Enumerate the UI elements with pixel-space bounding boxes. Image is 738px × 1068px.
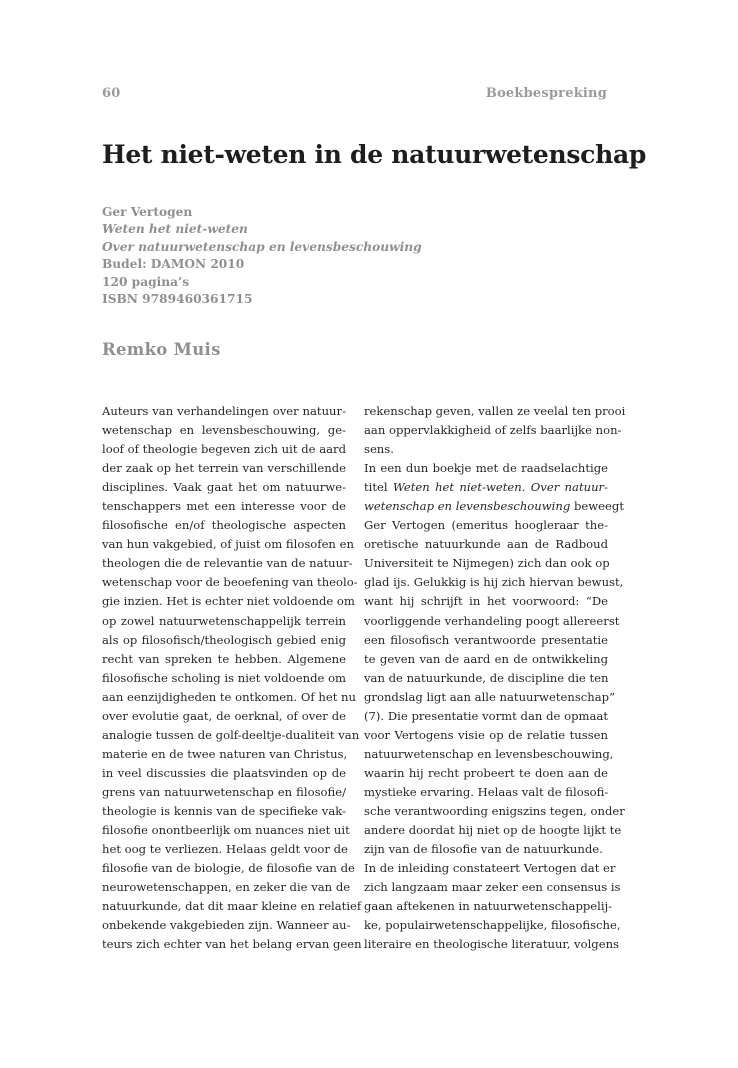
text-line: filosofische scholing is niet voldoende om [102,670,347,685]
text-line: tenschappers met een interesse voor de [102,499,346,514]
right-column [364,402,626,954]
text-line: over evolutie gaat, de oerknal, of over de [102,708,346,723]
text-line: literaire en theologische literatuur, volgens [364,937,619,952]
text-line: mystieke ervaring. Helaas valt de filosofi- [364,784,609,799]
book-author: Ger Vertogen [102,205,193,219]
text-line: zijn van de filosofie van de natuurkunde. [364,842,603,857]
text-line: theologen die de relevantie van de natuur- [102,556,353,571]
text-line: teurs zich echter van het belang ervan geen [102,937,362,952]
book-title: Weten het niet-weten [102,222,248,237]
text-line: te geven van de aard en de ontwikkeling [364,651,608,666]
text-line: filosofie van de biologie, de filosofie van de [102,861,355,876]
text-line: rekenschap geven, vallen ze veelal ten prooi [364,404,626,418]
article-title: Het niet-weten in de natuurwetenschap [102,140,647,169]
text-line: onbekende vakgebieden zijn. Wanneer au- [102,918,351,933]
text-line: disciplines. Vaak gaat het om natuurwe- [102,480,346,495]
book-title-ref: Weten het niet-weten. Over natuur- [392,480,608,495]
text-line: theologie is kennis van de specifieke vak- [102,803,346,818]
text-run: beweegt [570,499,624,514]
text-line: aan eenzijdigheden te ontkomen. Of het nu [102,689,356,704]
text-line: (7). Die presentatie vormt dan de opmaat [364,708,608,723]
text-line: een filosofisch verantwoorde presentatie [364,632,608,647]
text-line [364,497,624,516]
book-subtitle-ref: wetenschap en levensbeschouwing [364,499,571,514]
text-line: natuurkunde, dat dit maar kleine en relatief [102,899,362,914]
text-line: van de natuurkunde, de discipline die ten [364,670,609,685]
text-line: want hij schrijft in het voorwoord: “De [364,594,608,609]
text-line: glad ijs. Gelukkig is hij zich hiervan bewust, [364,575,624,590]
text-line: filosofie onontbeerlijk om nuances niet uit [102,823,350,838]
left-column [102,402,362,954]
text-line: loof of theologie begeven zich uit de aard [102,442,346,457]
text-line: voor Vertogens visie op de relatie tussen [364,727,608,742]
book-subtitle: Over natuurwetenschap en levensbeschouwing [102,239,422,254]
text-line: waarin hij recht probeert te doen aan de [364,765,608,780]
text-line: in veel discussies die plaatsvinden op de [102,765,346,780]
text-line: wetenschap voor de beoefening van theolo- [102,575,358,590]
text-run: titel [364,480,393,495]
text-line: Universiteit te Nijmegen) zich dan ook op [364,556,610,571]
text-line: In een dun boekje met de raadselachtige [364,461,608,476]
text-line: filosofische en/of theologische aspecten [102,518,346,533]
text-line: natuurwetenschap en levensbeschouwing, [364,746,614,761]
book-publisher: Budel: DAMON 2010 [102,257,245,272]
text-line: gaan aftekenen in natuurwetenschappelij- [364,899,613,914]
text-line: grens van natuurwetenschap en filosofie/ [102,784,346,799]
text-line: andere doordat hij niet op de hoogte lijkt te [364,823,622,838]
paragraph-rest [364,516,625,859]
text-line: recht van spreken te hebben. Algemene [102,651,346,666]
text-line: Ger Vertogen (emeritus hoogleraar the- [364,518,608,533]
text-line: oretische natuurkunde aan de Radboud [364,537,608,552]
text-line [364,478,608,497]
book-isbn: ISBN 9789460361715 [102,292,253,307]
running-head [102,86,607,101]
text-line: der zaak op het terrein van verschillende [102,461,346,476]
book-pages: 120 pagina’s [102,274,190,289]
text-line: gie inzien. Het is echter niet voldoende om [102,594,355,609]
text-line: materie en de twee naturen van Christus, [102,746,348,761]
section-label: Boekbespreking [485,86,607,101]
text-line: van hun vakgebied, of juist om filosofen en [102,537,354,552]
reviewer-name: Remko Muis [102,340,221,359]
text-line: op zowel natuurwetenschappelijk terrein [102,613,346,628]
text-line: als op filosofisch/theologisch gebied enig [102,632,346,647]
text-line: voorliggende verhandeling poogt allereerst [364,613,620,628]
text-line: grondslag ligt aan alle natuurwetenschap” [364,689,615,704]
paragraph-3 [364,859,621,954]
book-metadata [102,204,522,308]
text-line: aan oppervlakkigheid of zelfs baarlijke non- [364,423,622,438]
text-line: wetenschap en levensbeschouwing, ge- [102,423,346,438]
text-line: het oog te verliezen. Helaas geldt voor de [102,842,348,857]
text-line: analogie tussen de golf-deeltje-dualiteit van [102,727,360,742]
text-line: sens. [364,442,394,457]
text-line: ke, populairwetenschappelijke, filosofische, [364,918,621,933]
text-line: sche verantwoording enigszins tegen, onder [364,803,625,818]
page-number: 60 [102,86,121,101]
text-line: neurowetenschappen, en zeker die van de [102,880,351,895]
text-line: In de inleiding constateert Vertogen dat er [364,861,616,876]
text-line: Auteurs van verhandelingen over natuur- [102,404,346,418]
text-line: zich langzaam maar zeker een consensus is [364,880,621,895]
